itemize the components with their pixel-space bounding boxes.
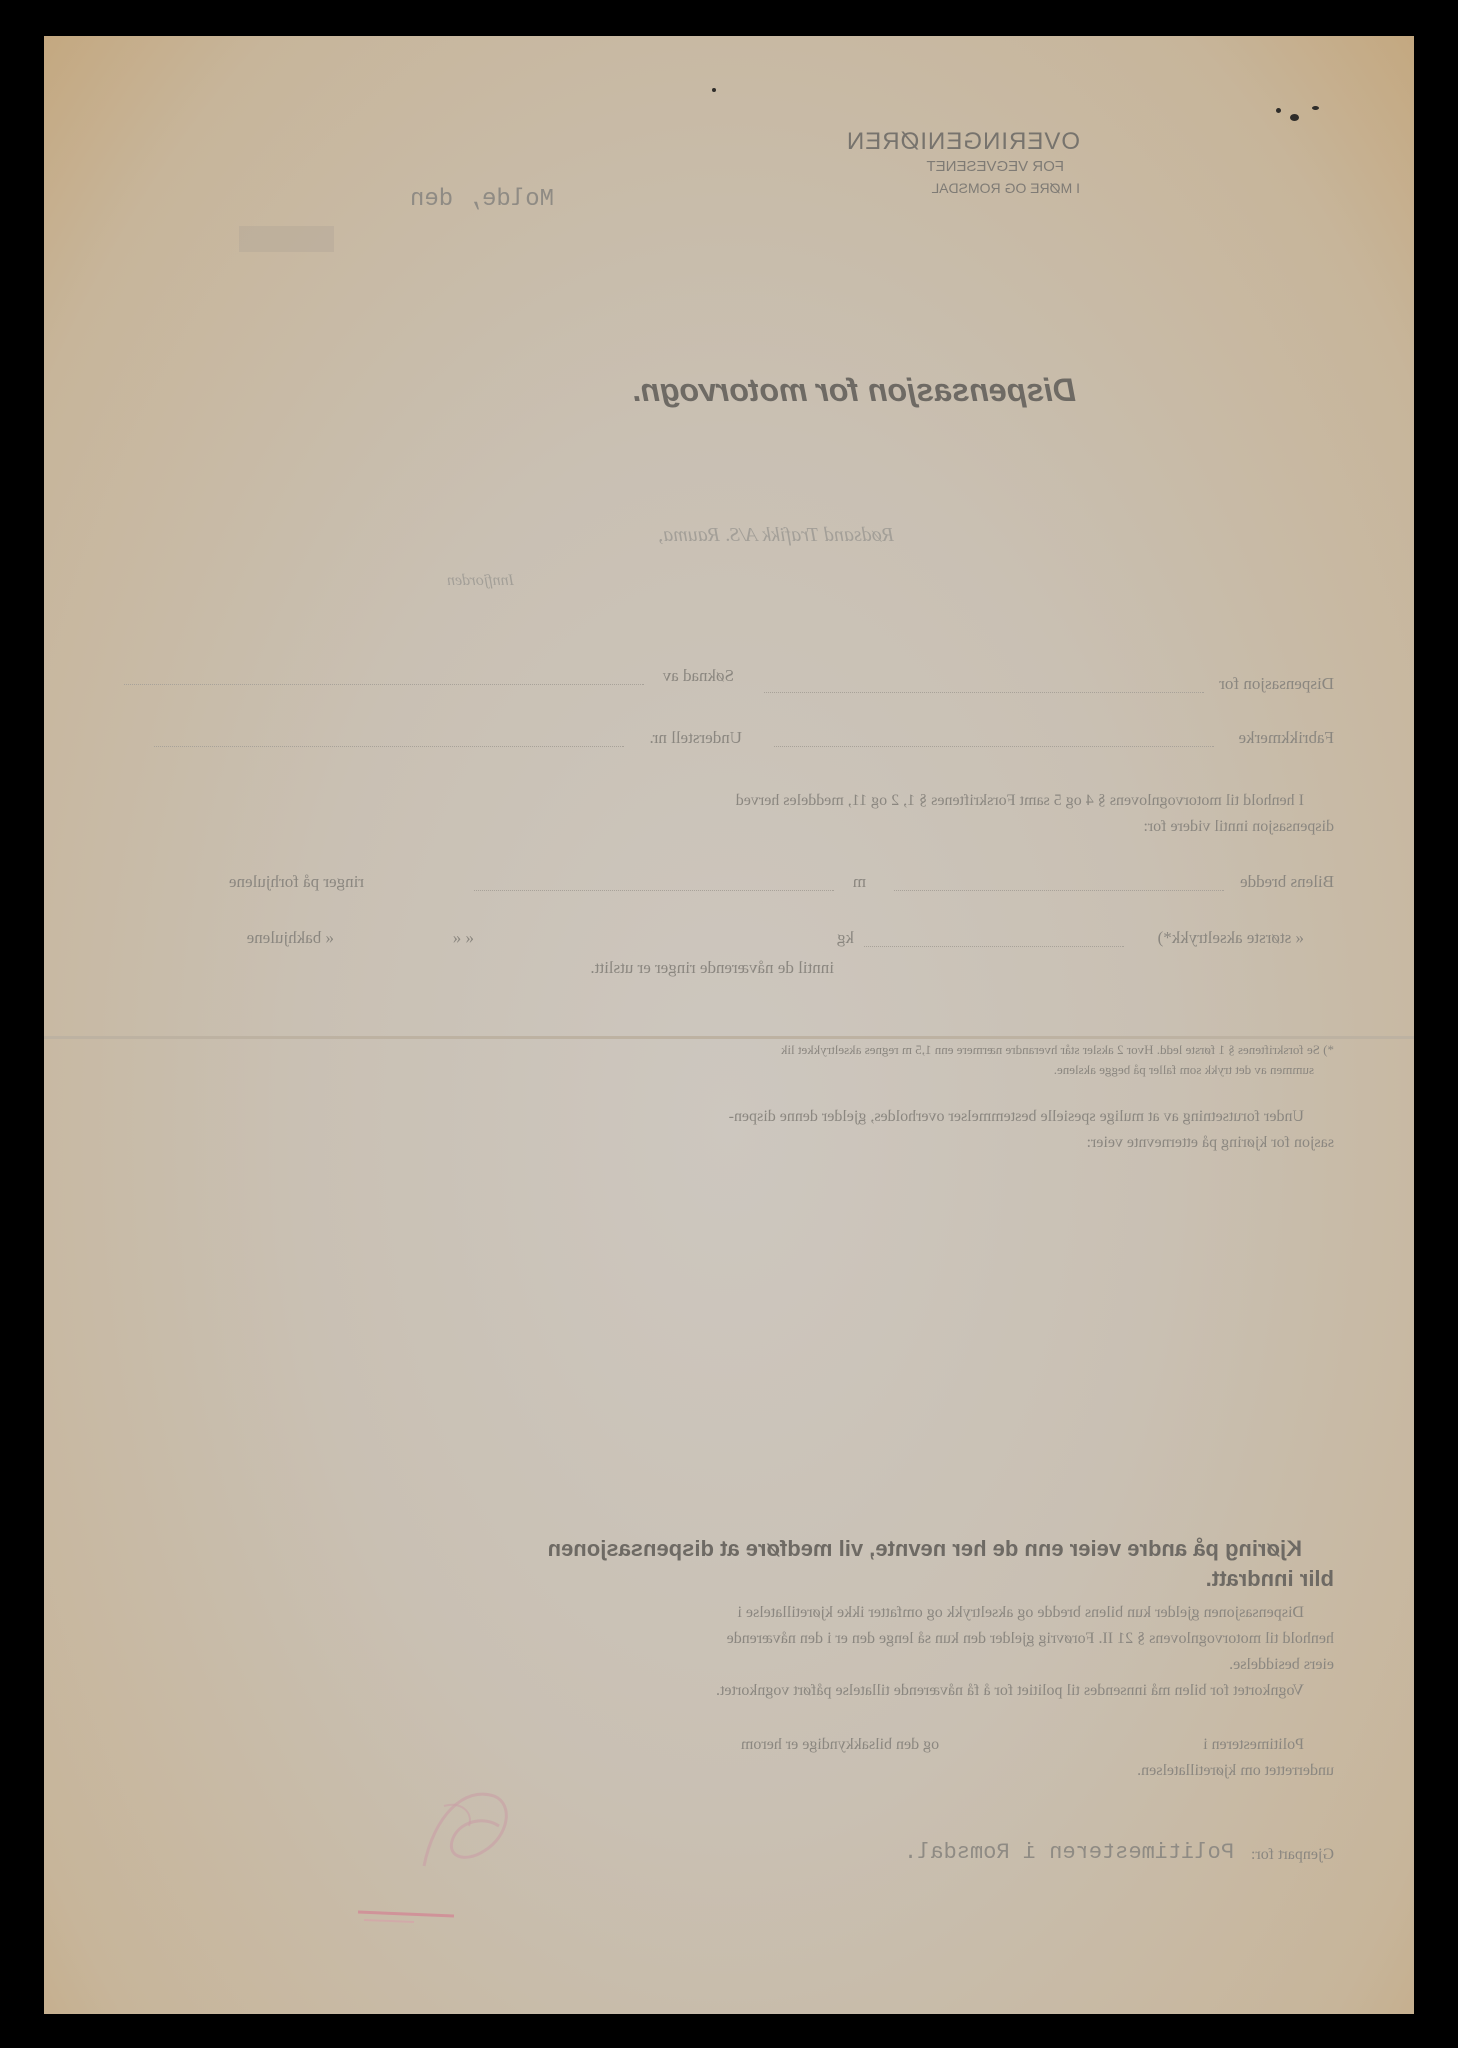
terms-line-4: Vognkortet for bilen må innsendes til politiet for å få nåværende tillatelse påført vognkortet. bbox=[716, 1682, 1304, 1699]
intro-line-1: I henhold til motorvognlovens § 4 og 5 samt Forskriftenes § 1, 2 og 11, meddeles herved bbox=[735, 792, 1304, 809]
office-subtitle: FOR VEGVESENET bbox=[926, 158, 1064, 175]
inntil-line: inntil de nåværende ringer er utslitt. bbox=[590, 958, 834, 977]
fabrikkmerke-field bbox=[774, 746, 1214, 747]
place-date-label: Molde, den bbox=[409, 186, 554, 213]
fabrikkmerke-label: Fabrikkmerke bbox=[1238, 728, 1334, 747]
stamp-mark bbox=[404, 1776, 534, 1886]
bredde-ring-field bbox=[474, 890, 834, 891]
aksel-ditto: « « bbox=[452, 928, 474, 947]
page-title: Dispensasjon for motorvogn. bbox=[631, 372, 1076, 408]
footnote-line-1: *) Se forskriftenes § 1 første ledd. Hvor 2 aksler står hverandre nærmere enn 1,5 m regnes akseltrykket lik bbox=[780, 1042, 1334, 1057]
speck-mark bbox=[1276, 108, 1281, 113]
terms-line-2: henhold til motorvognlovens § 21 II. Forøvrig gjelder den kun så lenge den er i den nåværende bbox=[726, 1630, 1334, 1647]
bredde-label: Bilens bredde bbox=[1240, 872, 1334, 891]
speck-mark bbox=[1290, 114, 1299, 121]
soknad-av-label: Søknad av bbox=[662, 666, 734, 685]
footnote-line-2: summen av det trykk som faller på begge akslene. bbox=[1053, 1062, 1314, 1077]
terms-line-3: eiers besiddelse. bbox=[1229, 1656, 1334, 1673]
date-value-smudge bbox=[239, 226, 334, 252]
terms-line-6: underrettet om kjøretillatelsen. bbox=[1137, 1762, 1334, 1779]
bleed-through-content bbox=[44, 36, 1414, 2014]
document-sheet bbox=[44, 36, 1414, 2014]
signature-mark bbox=[354, 1902, 464, 1926]
soknad-av-field bbox=[124, 684, 644, 685]
bredde-unit: m bbox=[852, 872, 866, 891]
understell-label: Understell nr. bbox=[649, 728, 742, 747]
intro-line-2: dispensasjon inntil videre for: bbox=[1143, 818, 1334, 835]
aksel-field bbox=[864, 946, 1124, 947]
terms-line-5: Politimesteren i og den bilsakkyndige er herom bbox=[740, 1736, 1304, 1753]
speck-mark bbox=[712, 88, 716, 92]
warning-line-1: Kjøring på andre veier enn de her nevnte, vil medføre at dispensasjonen bbox=[547, 1536, 1302, 1561]
speck-mark bbox=[1312, 106, 1319, 110]
dispensasjon-for-field bbox=[764, 692, 1204, 693]
gjenpart-label: Gjenpart for: bbox=[1250, 1846, 1334, 1863]
warning-line-2: blir inndratt. bbox=[1205, 1566, 1334, 1591]
dispensasjon-for-label: Dispensasjon for bbox=[1219, 674, 1334, 693]
condition-line-1: Under forutsetning av at mulige spesielle bestemmelser overholdes, gjelder denne dispen- bbox=[728, 1108, 1304, 1125]
handwritten-place: Innfjorden bbox=[447, 572, 514, 589]
condition-line-2: sasjon for kjøring på etternevnte veier: bbox=[1086, 1134, 1334, 1151]
gjenpart-value: Politimesteren i Romsdal. bbox=[903, 1840, 1234, 1865]
handwritten-applicant: Rødsand Trafikk A/S. Rauma, bbox=[658, 524, 894, 546]
terms-line-1: Dispensasjonen gjelder kun bilens bredde og akseltrykk og omfatter ikke kjøretillatelse i bbox=[737, 1604, 1304, 1621]
bredde-field bbox=[894, 890, 1224, 891]
office-region: I MØRE OG ROMSDAL bbox=[931, 180, 1080, 196]
office-name: OVERINGENIØREN bbox=[845, 128, 1080, 155]
aksel-unit: kg bbox=[837, 928, 854, 947]
aksel-bak-label: « bakhjulene bbox=[246, 928, 334, 947]
aksel-label: « største akseltrykk*) bbox=[1157, 928, 1304, 947]
bredde-ring-label: ringer på forhjulene bbox=[229, 872, 364, 891]
understell-field bbox=[154, 746, 624, 747]
